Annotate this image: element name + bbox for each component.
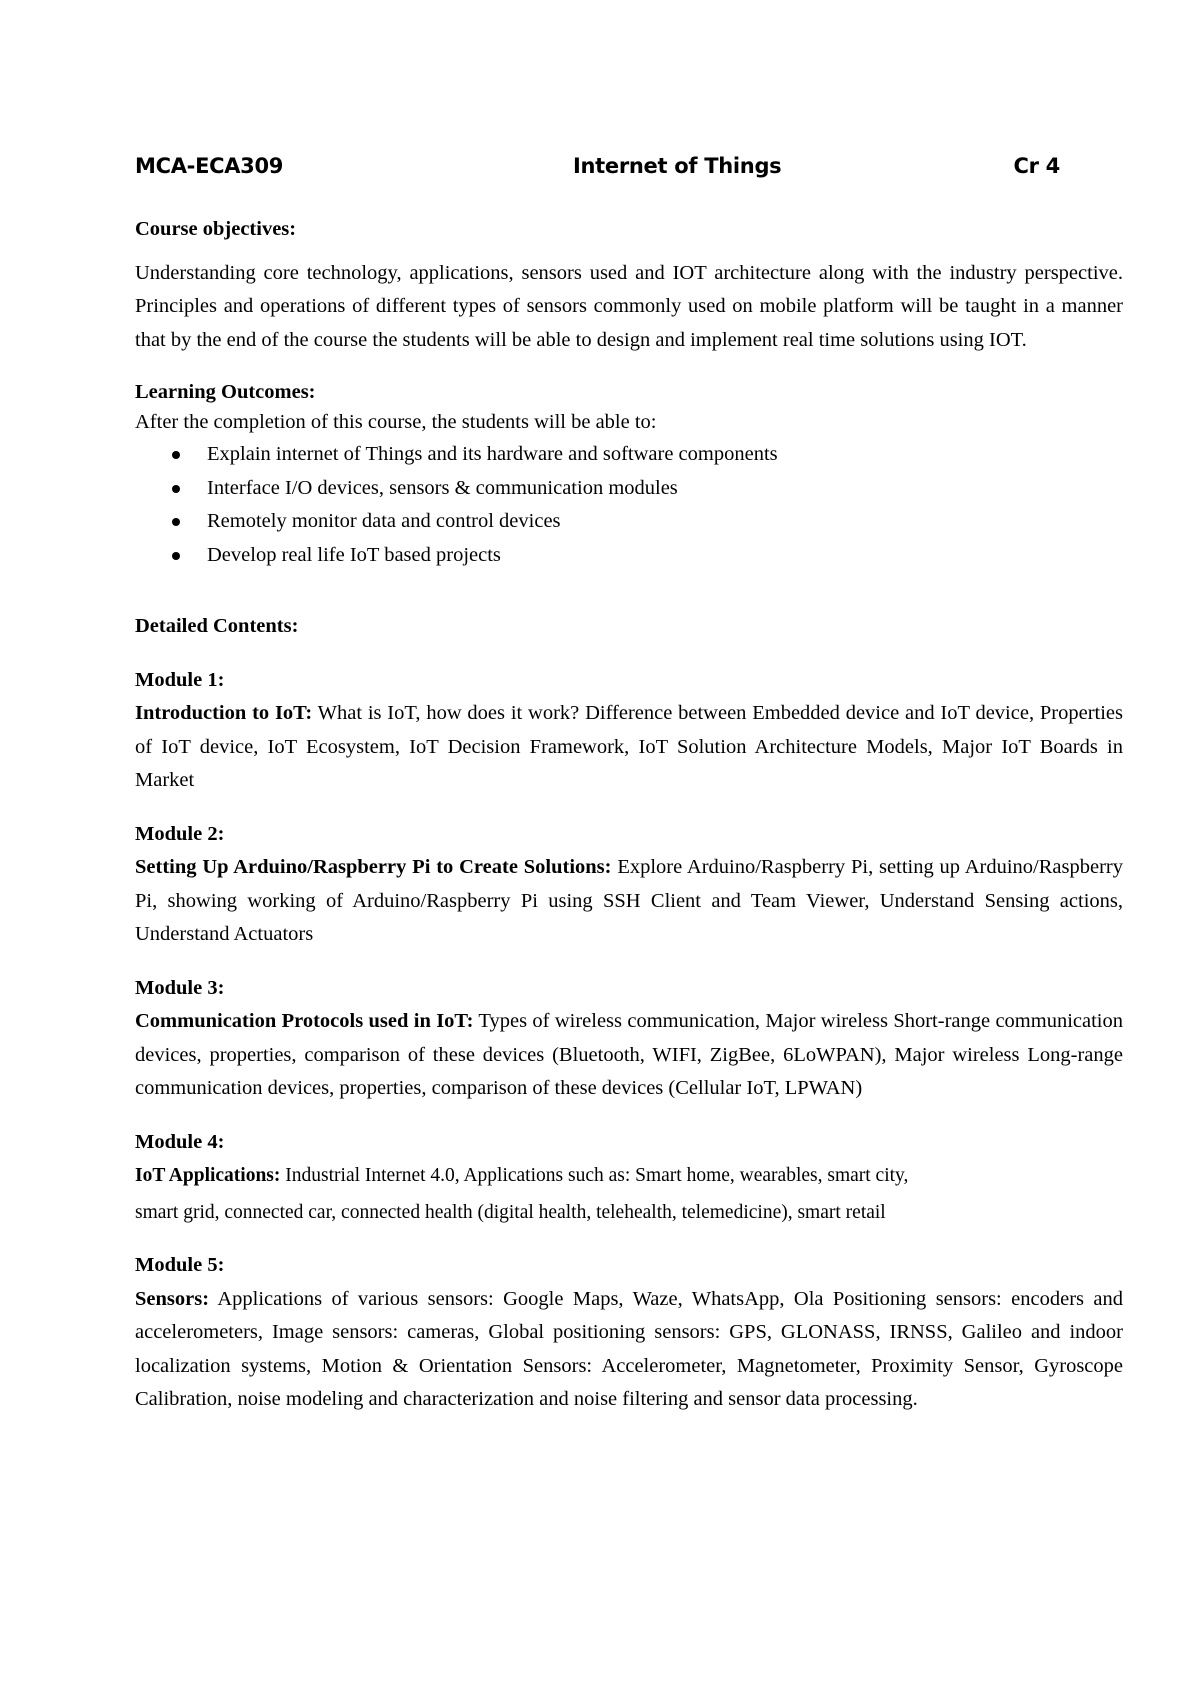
module-4 xyxy=(135,1126,1123,1230)
course-header xyxy=(135,150,1060,186)
module-title: Module 2: xyxy=(135,822,225,845)
bullet-icon xyxy=(172,518,180,526)
list-item xyxy=(135,505,1123,539)
outcomes-heading: Learning Outcomes: xyxy=(135,381,316,403)
module-text: Applications of various sensors: Google Maps, Waze, WhatsApp, Ola Positioning sensors: encoders and accelerometers, Image sensors: cameras, Global positioning sensors: GPS, GLONASS, IRNSS, Galileo and indoor localization systems, Motion & Orientation Sensors: Accelerometer, Magnetometer, Proximity Sensor, Gyroscope Calibration, noise modeling and characterization and noise filtering and sensor data processing. xyxy=(135,1287,1123,1410)
module-2 xyxy=(135,818,1123,952)
module-topic: Communication Protocols used in IoT: xyxy=(135,1010,474,1032)
outcomes-intro: After the completion of this course, the students will be able to: xyxy=(135,411,657,433)
course-credits: Cr 4 xyxy=(1013,154,1060,178)
outcome-text: Interface I/O devices, sensors & communication modules xyxy=(207,476,678,499)
outcome-text: Develop real life IoT based projects xyxy=(207,543,501,566)
outcome-text: Explain internet of Things and its hardware and software components xyxy=(207,443,778,465)
module-5 xyxy=(135,1249,1123,1417)
module-title: Module 5: xyxy=(135,1254,225,1276)
objectives-text: Understanding core technology, applications, sensors used and IOT architecture along with the industry perspective. Principles and operations of different types of sensors commonly used on mobile platform will be taught in a manner that by the end of the course the students will be able to design and implement real time solutions using IOT. xyxy=(135,261,1123,351)
module-text-continued: smart grid, connected car, connected health (digital health, telehealth, telemedicine), smart retail xyxy=(135,1201,886,1223)
module-description xyxy=(135,697,1123,798)
module-description xyxy=(135,851,1123,952)
list-item xyxy=(135,472,1123,506)
module-3 xyxy=(135,972,1123,1106)
list-item xyxy=(135,438,1123,472)
list-item xyxy=(135,539,1123,573)
objectives-heading: Course objectives: xyxy=(135,218,297,240)
module-topic: IoT Applications: xyxy=(135,1165,281,1186)
syllabus-content xyxy=(135,213,1123,1417)
module-topic: Setting Up Arduino/Raspberry Pi to Create Solutions: xyxy=(135,856,612,878)
module-title: Module 3: xyxy=(135,976,225,999)
outcome-text: Remotely monitor data and control devices xyxy=(207,510,561,532)
module-text: Types of wireless communication, Major wireless Short-range communication devices, properties, comparison of these devices (Bluetooth, WIFI, ZigBee, 6LoWPAN), Major wireless Long-range communication devices, properties, comparison of these devices (Cellular IoT, LPWAN) xyxy=(135,1010,1123,1099)
outcomes-list xyxy=(135,438,1123,572)
module-description xyxy=(135,1283,1123,1417)
module-title: Module 1: xyxy=(135,668,225,691)
bullet-icon xyxy=(172,552,180,560)
module-description xyxy=(135,1159,1123,1193)
module-text: Explore Arduino/Raspberry Pi, setting up Arduino/Raspberry Pi, showing working of Arduino/Raspberry Pi using SSH Client and Team Viewer, Understand Sensing actions, Understand Actuators xyxy=(135,856,1123,945)
bullet-icon xyxy=(172,485,180,493)
contents-heading: Detailed Contents: xyxy=(135,615,299,637)
course-title: Internet of Things xyxy=(573,154,782,178)
module-1 xyxy=(135,664,1123,798)
module-topic: Sensors: xyxy=(135,1287,210,1310)
course-code: MCA-ECA309 xyxy=(135,154,284,178)
module-title: Module 4: xyxy=(135,1130,225,1153)
module-text: What is IoT, how does it work? Difference between Embedded device and IoT device, Properties of IoT device, IoT Ecosystem, IoT Decision Framework, IoT Solution Architecture Models, Major IoT Boards in Market xyxy=(135,702,1124,791)
bullet-icon xyxy=(172,451,180,459)
module-topic: Introduction to IoT: xyxy=(135,702,313,724)
module-text: Industrial Internet 4.0, Applications such as: Smart home, wearables, smart city, xyxy=(285,1165,909,1186)
module-description xyxy=(135,1005,1123,1106)
